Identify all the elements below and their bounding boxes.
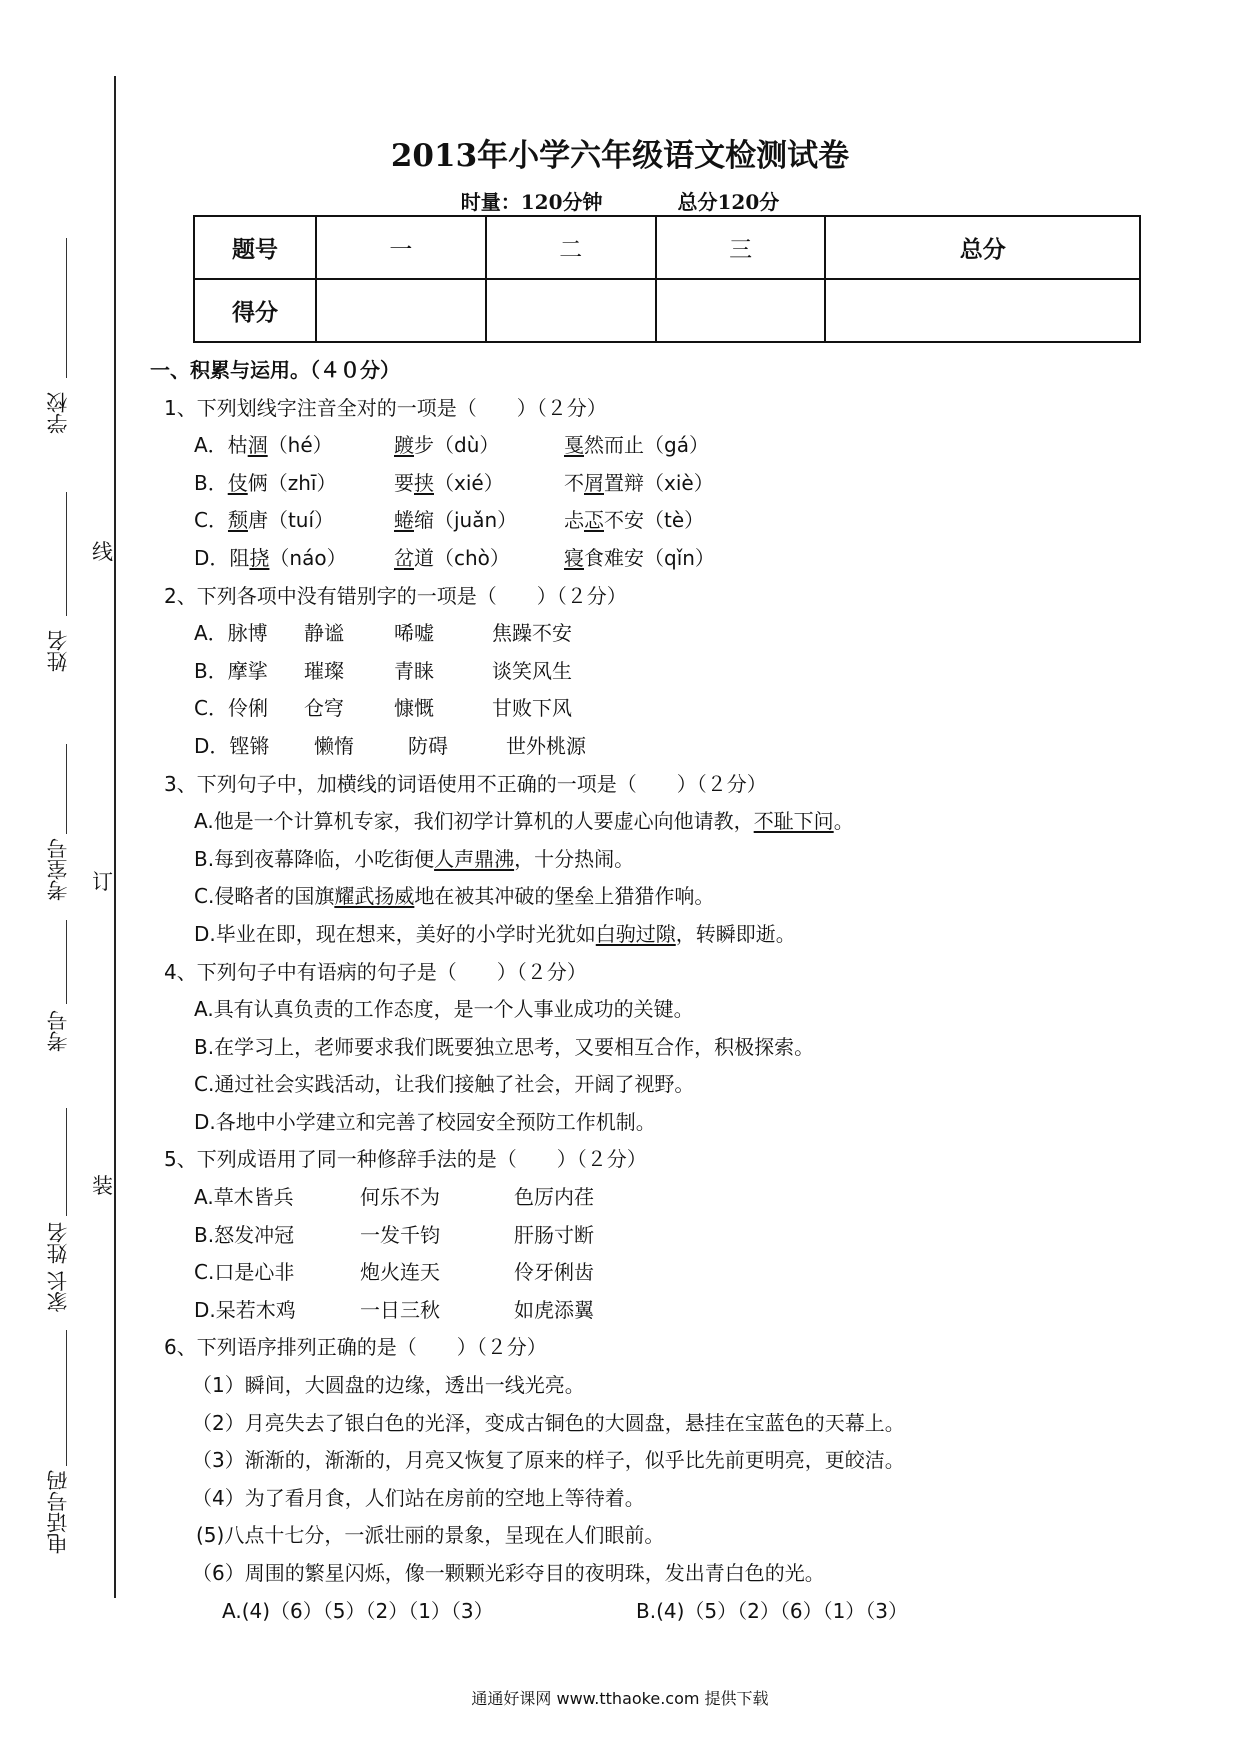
score-cell[interactable] (656, 279, 826, 342)
question-5-option-b: B.怒发冲冠 一发千钧 肝肠寸断 (194, 1222, 594, 1247)
exam-content (150, 352, 1150, 1630)
question-2-option-c: C．伶俐 仓穹 慷慨 甘败下风 (194, 696, 572, 721)
exam-total: 总分120分 (677, 190, 780, 214)
score-header-cell: 总分 (825, 216, 1140, 279)
score-table (193, 215, 1141, 343)
room-label: 考室号 (46, 838, 70, 901)
question-6-item: （4）为了看月食，人们站在房前的空地上等待着。 (192, 1485, 645, 1510)
phone-blank (66, 1330, 67, 1466)
exam-no-blank (66, 920, 67, 1004)
question-3-option-a: A.他是一个计算机专家，我们初学计算机的人要虚心向他请教，不耻下问。 (194, 809, 854, 834)
question-6-item: （6）周围的繁星闪烁，像一颗颗光彩夺目的夜明珠，发出青白色的光。 (192, 1561, 825, 1585)
parent-label: 家长 姓名 (46, 1222, 70, 1313)
question-6-item: （3）渐渐的，渐渐的，月亮又恢复了原来的样子，似乎比先前更明亮，更皎洁。 (192, 1448, 905, 1473)
question-6-options (150, 1593, 1150, 1631)
exam-info (0, 186, 1240, 215)
question-1-option-b: B．伎俩（zhī） 要挟（xié） 不屑置辩（xiè） (194, 470, 714, 495)
question-2-option-a: A．脉博 静谧 唏嘘 焦躁不安 (194, 621, 572, 646)
question-6-option-a: A.(4)（6）（5）（2）（1）（3） (222, 1598, 494, 1623)
score-header-cell: 题号 (194, 216, 316, 279)
school-blank (66, 238, 67, 378)
parent-blank (66, 1108, 67, 1216)
question-2-stem: 2、下列各项中没有错别字的一项是（ ）（２分） (164, 583, 627, 608)
binding-line (114, 76, 116, 1598)
score-table-score-row (194, 279, 1140, 342)
question-6-option-b: B.(4)（5）（2）（6）（1）（3） (636, 1598, 909, 1623)
score-cell[interactable] (825, 279, 1140, 342)
question-2-option-d: D．铿锵 懒惰 防碍 世外桃源 (194, 733, 586, 758)
phone-label: 电话号码 (46, 1470, 70, 1554)
question-3-option-d: D.毕业在即，现在想来，美好的小学时光犹如白驹过隙，转瞬即逝。 (194, 921, 796, 946)
score-row-label: 得分 (194, 279, 316, 342)
question-5-stem: 5、下列成语用了同一种修辞手法的是（ ）（２分） (164, 1147, 647, 1172)
score-header-cell: 一 (316, 216, 486, 279)
question-1-option-c: C．颓唐（tuí） 蜷缩（juǎn） 忐忑不安（tè） (194, 508, 705, 533)
question-4-option-c: C.通过社会实践活动，让我们接触了社会，开阔了视野。 (194, 1072, 695, 1097)
question-1-option-a: A．枯涸（hé） 踱步（dù） 戛然而止（gá） (194, 433, 709, 458)
score-header-cell: 三 (656, 216, 826, 279)
page-title: 2013年小学六年级语文检测试卷 (390, 138, 850, 174)
question-5-option-d: D.呆若木鸡 一日三秋 如虎添翼 (194, 1297, 594, 1322)
score-header-cell: 二 (486, 216, 656, 279)
question-3-stem: 3、下列句子中，加横线的词语使用不正确的一项是（ ）（２分） (164, 771, 767, 796)
question-2-option-b: B．摩挲 璀璨 青睐 谈笑风生 (194, 658, 572, 683)
question-6-item: (5)八点十七分，一派壮丽的景象，呈现在人们眼前。 (196, 1523, 665, 1548)
question-1-stem: 1、下列划线字注音全对的一项是（ ）（２分） (164, 395, 607, 420)
question-4-option-d: D.各地中小学建立和完善了校园安全预防工作机制。 (194, 1109, 656, 1134)
score-cell[interactable] (316, 279, 486, 342)
name-blank (66, 492, 67, 616)
cut-mark-bind: 订 (92, 870, 113, 894)
question-1-option-d: D．阻挠（náo） 岔道（chò） 寝食难安（qǐn） (194, 545, 715, 570)
question-6-stem: 6、下列语序排列正确的是（ ）（２分） (164, 1335, 547, 1360)
question-5-option-a: A.草木皆兵 何乐不为 色厉内荏 (194, 1185, 594, 1210)
room-blank (66, 744, 67, 834)
footer-credit: 通通好课网 www.tthaoke.com 提供下载 (471, 1689, 769, 1708)
question-3-option-b: B.每到夜幕降临，小吃街便人声鼎沸，十分热闹。 (194, 846, 635, 871)
question-5-option-c: C.口是心非 炮火连天 伶牙俐齿 (194, 1260, 594, 1285)
question-4-option-b: B.在学习上，老师要求我们既要独立思考，又要相互合作，积极探索。 (194, 1034, 815, 1059)
section-heading: 一、积累与运用。（４０分） (150, 358, 400, 382)
name-label: 姓名 (46, 630, 70, 672)
score-table-header-row (194, 216, 1140, 279)
cut-mark-line: 线 (92, 540, 113, 564)
question-6-item: （1）瞬间，大圆盘的边缘，透出一线光亮。 (192, 1373, 585, 1398)
cut-mark-staple: 装 (92, 1174, 113, 1198)
score-cell[interactable] (486, 279, 656, 342)
question-4-option-a: A.具有认真负责的工作态度，是一个人事业成功的关键。 (194, 997, 694, 1022)
question-4-stem: 4、下列句子中有语病的句子是（ ）（２分） (164, 959, 587, 984)
exam-no-label: 考号 (46, 1010, 70, 1052)
exam-time: 时量：120分钟 (460, 190, 603, 214)
school-label: 学校 (46, 392, 70, 434)
question-6-item: （2）月亮失去了银白色的光泽，变成古铜色的大圆盘，悬挂在宝蓝色的天幕上。 (192, 1410, 905, 1435)
question-3-option-c: C.侵略者的国旗耀武扬威地在被其冲破的堡垒上猎猎作响。 (194, 884, 715, 909)
